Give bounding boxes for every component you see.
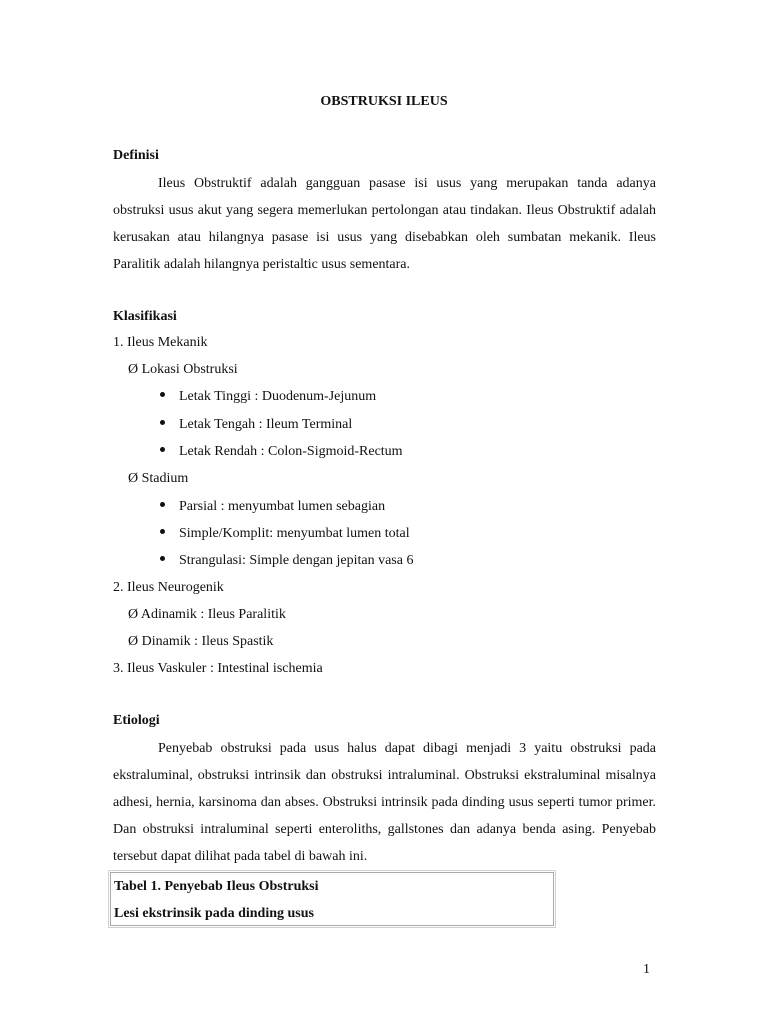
- klasifikasi-item-1: 1. Ileus Mekanik: [113, 335, 208, 350]
- lokasi-bullet-text: Letak Tinggi : Duodenum-Jejunum: [179, 389, 377, 404]
- etiologi-text: Penyebab obstruksi pada usus halus dapat dibagi menjadi 3 yaitu obstruksi pada ekstraluminal, obstruksi intrinsik dan obstruksi intraluminal. Obstruksi ekstraluminal misalnya adhesi, hernia, karsinoma dan abses. Obstruksi intrinsik pada dinding usus seperti tumor primer. Dan obstruksi intraluminal seperti enteroliths, gallstones dan adanya benda asing. Penyebab tersebut dapat dilihat pada tabel di bawah ini.: [113, 741, 656, 864]
- bullet-icon: [160, 502, 165, 507]
- lokasi-obstruksi-label: Ø Lokasi Obstruksi: [128, 362, 238, 377]
- definisi-text: Ileus Obstruktif adalah gangguan pasase isi usus yang merupakan tanda adanya obstruksi usus akut yang segera memerlukan pertolongan atau tindakan. Ileus Obstruktif adalah kerusakan atau hilangnya pasase isi usus yang disebabkan oleh sumbatan mekanik. Ileus Paralitik adalah hilangnya peristaltic usus sementara.: [113, 176, 656, 272]
- table-caption: Tabel 1. Penyebab Ileus Obstruksi: [114, 879, 319, 894]
- definisi-paragraph: [113, 170, 656, 278]
- stadium-bullet-item: [160, 499, 385, 515]
- stadium-bullet-item: [160, 553, 413, 569]
- bullet-icon: [160, 529, 165, 534]
- stadium-bullet-text: Parsial : menyumbat lumen sebagian: [179, 499, 386, 514]
- bullet-icon: [160, 420, 165, 425]
- klasifikasi-item-3: 3. Ileus Vaskuler : Intestinal ischemia: [113, 661, 323, 676]
- lokasi-bullet-text: Letak Tengah : Ileum Terminal: [179, 417, 353, 432]
- bullet-icon: [160, 447, 165, 452]
- table-row: Lesi ekstrinsik pada dinding usus: [114, 906, 314, 921]
- neurogenik-sub-item: Ø Adinamik : Ileus Paralitik: [128, 607, 286, 622]
- bullet-icon: [160, 392, 165, 397]
- stadium-bullet-item: [160, 526, 410, 542]
- bullet-icon: [160, 556, 165, 561]
- stadium-bullet-text: Simple/Komplit: menyumbat lumen total: [179, 526, 410, 541]
- neurogenik-sub-item: Ø Dinamik : Ileus Spastik: [128, 634, 274, 649]
- etiologi-heading: Etiologi: [113, 713, 160, 728]
- lokasi-bullet-item: [160, 444, 403, 460]
- page-number: 1: [643, 962, 650, 977]
- klasifikasi-heading: Klasifikasi: [113, 309, 177, 324]
- document-title: OBSTRUKSI ILEUS: [320, 94, 448, 109]
- definisi-heading: Definisi: [113, 148, 159, 163]
- lokasi-bullet-item: [160, 417, 352, 433]
- stadium-bullet-text: Strangulasi: Simple dengan jepitan vasa 6: [179, 553, 414, 568]
- klasifikasi-item-2: 2. Ileus Neurogenik: [113, 580, 224, 595]
- etiologi-paragraph: [113, 735, 656, 870]
- lokasi-bullet-item: [160, 389, 376, 405]
- stadium-label: Ø Stadium: [128, 471, 189, 486]
- lokasi-bullet-text: Letak Rendah : Colon-Sigmoid-Rectum: [179, 444, 403, 459]
